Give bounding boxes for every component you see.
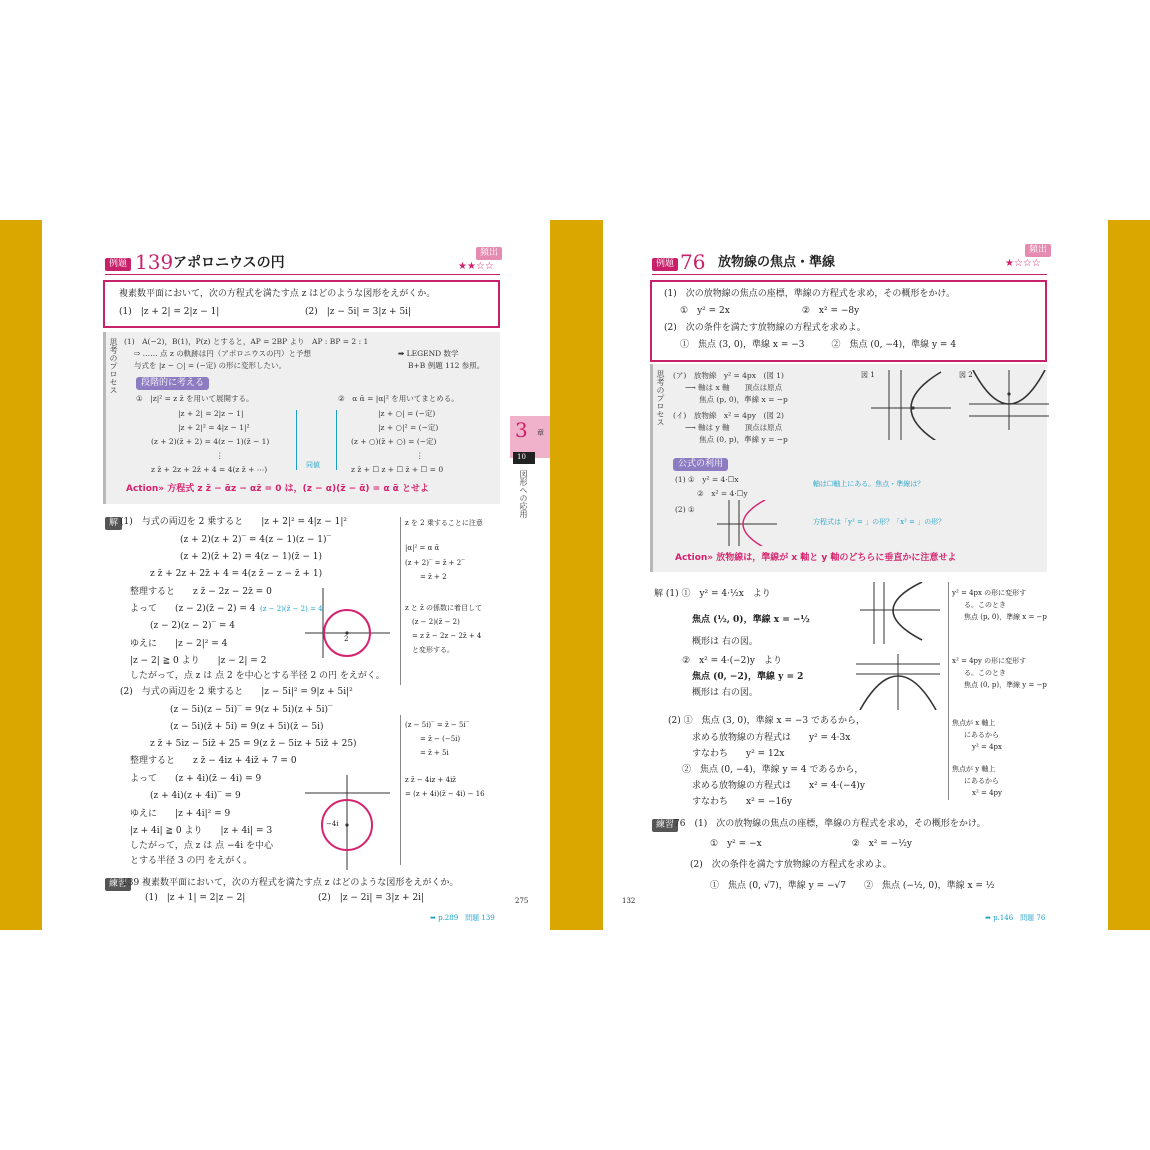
guide-r-4: (イ) 放物線 x² = 4py (図 2) — [673, 411, 784, 420]
note-rule-2 — [400, 715, 401, 865]
guide-r-5: ⟶ 軸は y 軸 頂点は原点 — [685, 423, 783, 432]
rsol-7: (2) ① 焦点 (3, 0)，準線 x = −3 であるから， — [668, 716, 865, 726]
sol2-line-9: |z + 4i| ≧ 0 より |z + 4i| = 3 — [130, 826, 273, 836]
hint-1: 軸は☐軸上にある。焦点・準線は？ — [813, 480, 925, 488]
example-title-right: 放物線の焦点・準線 — [718, 255, 836, 270]
sol1-note-2: |α|² = α ᾱ — [405, 544, 440, 552]
title-rule — [105, 274, 500, 275]
guide-panel-right — [650, 364, 1047, 572]
sol1-note-8: と変形する。 — [412, 646, 454, 654]
sol2-line-5: 整理すると z z̄ − 4iz + 4iz̄ + 7 = 0 — [130, 756, 297, 766]
sol2-line-11: とする半径 3 の円 をえがく。 — [130, 856, 253, 866]
sol1-note-6: (z − 2)(z̄ − 2) — [412, 618, 460, 626]
problem-box-right — [650, 280, 1047, 362]
sol2-line-8: ゆえに |z + 4i|² = 9 — [130, 809, 231, 819]
graph1-center-label: 2 — [344, 635, 349, 643]
rnote-4: x² = 4py の形に変形す — [952, 657, 1027, 665]
fig1-label: 図 1 — [861, 371, 875, 379]
sol2-line-1: (2) 与式の両辺を 2 乗すると |z − 5i|² = 9|z + 5i|² — [120, 687, 353, 697]
calc-right-1: |z + ○| = (−定) — [378, 409, 436, 418]
formula-3: (2) ① — [675, 505, 695, 514]
rnote-3: 焦点 (p, 0)，準線 x = −p — [964, 613, 1047, 621]
difficulty-stars-right: ★☆☆☆ — [1005, 258, 1041, 269]
formula-1: (1) ① y² = 4·☐x — [675, 475, 739, 484]
step-1: ① |z|² = z z̄ を用いて展開する。 — [136, 394, 254, 403]
sol1-note-7: = z z̄ − 2z − 2z̄ + 4 — [412, 632, 482, 640]
guide-line-3: 与式を |z − ○| = (−定) の形に変形したい。 — [134, 361, 287, 370]
example-number-right: 76 — [680, 250, 706, 274]
rnote-9: y² = 4px — [972, 743, 1002, 751]
sol2-note-3: = z̄ + 5i — [420, 749, 449, 757]
think-badge: 段階的に考える — [136, 377, 209, 390]
calc-left-2: |z + 2|² = 4|z − 1|² — [178, 423, 250, 432]
problem-1: (1) |z + 2| = 2|z − 1| — [119, 307, 220, 317]
formula-2: ② x² = 4·☐y — [697, 489, 748, 498]
sol2-line-10: したがって，点 z は 点 −4i を中心 — [130, 841, 274, 851]
gold-bar-left — [0, 220, 42, 930]
rsol-1: 解 (1) ① y² = 4·½x より — [654, 589, 771, 599]
difficulty-stars: ★★☆☆ — [458, 261, 494, 272]
sol2-line-2: (z − 5i)(z − 5i)‾ = 9(z + 5i)(z + 5i)‾ — [170, 705, 333, 715]
example-number: 139 — [135, 250, 174, 274]
chapter-number: 3 — [515, 418, 528, 442]
sol-graph-2 — [856, 654, 940, 710]
problem-line-1: (1) 次の放物線の焦点の座標，準線の方程式を求め，その概形をかけ。 — [664, 289, 956, 299]
rpractice-4: ① 焦点 (0, √7)，準線 y = −√7 ② 焦点 (−½, 0)，準線 x = ½ — [710, 881, 995, 891]
level-tag-right: 頻出 — [1025, 244, 1051, 257]
sol1-line-7: (z − 2)(z − 2)‾ = 4 — [150, 621, 235, 631]
example-label-right: 例題 — [652, 258, 678, 271]
rsol-8: 求める放物線の方程式は y² = 4·3x — [692, 733, 851, 743]
rsol-3: 概形は 右の図。 — [692, 637, 758, 647]
legend-ref: ➡ LEGEND 数学 — [398, 349, 459, 358]
rnote-12: x² = 4py — [972, 789, 1002, 797]
sol1-note-5: z と z̄ の係数に着目して — [405, 604, 483, 612]
sol1-note-3: (z + 2)‾ = z̄ + 2‾ — [405, 559, 465, 567]
sol1-highlight: (z − 2)(z̄ − 2) = 4 — [260, 605, 323, 613]
level-tag: 頻出 — [476, 247, 502, 260]
sol2-note-2: = z̄ − (−5i) — [420, 735, 461, 743]
sol1-line-4: z z̄ + 2z + 2z̄ + 4 = 4(z z̄ − z − z̄ + 1) — [150, 569, 323, 579]
guide-r-2: ⟶ 軸は x 軸 頂点は原点 — [685, 383, 783, 392]
sol1-line-8: ゆえに |z − 2|² = 4 — [130, 639, 228, 649]
rnote-11: にあるから — [964, 777, 999, 785]
action-line-right: Action» 放物線は，準線が x 軸と y 軸のどちらに垂直かに注意せよ — [675, 553, 957, 563]
problem-2: (2) |z − 5i| = 3|z + 5i| — [305, 307, 412, 317]
calc-right-4: ⋮ — [416, 451, 424, 460]
sol1-note-4: = z̄ + 2 — [420, 573, 447, 581]
sol2-note-5: = (z + 4i)(z̄ − 4i) − 16 — [405, 790, 485, 798]
rsol-4: ② x² = 4·(−2)y より — [682, 656, 782, 666]
formula-sketch — [717, 500, 777, 546]
sol2-line-4: z z̄ + 5iz − 5iz̄ + 25 = 9(z z̄ − 5iz + 5iz̄ + 25) — [150, 739, 357, 749]
example-label: 例題 — [105, 258, 131, 271]
example-title: アポロニウスの円 — [173, 255, 285, 271]
rsol-2: 焦点 (½, 0)，準線 x = −½ — [692, 615, 810, 625]
sol1-line-6: よって (z − 2)(z̄ − 2) = 4 — [130, 604, 256, 614]
rsol-5: 焦点 (0, −2)，準線 y = 2 — [692, 672, 804, 682]
rsol-11: 求める放物線の方程式は x² = 4·(−4)y — [692, 781, 865, 791]
guide-vertical-label-right: 思考のプロセス — [656, 370, 665, 426]
calc-right-3: (z + ○)(z̄ + ○) = (−定) — [351, 437, 437, 446]
sol1-line-1: (1) 与式の両辺を 2 乗すると |z + 2|² = 4|z − 1|² — [120, 517, 347, 527]
rnote-10: 焦点が y 軸上 — [952, 765, 996, 773]
title-rule-right — [652, 274, 1047, 275]
fig1-parabola — [871, 370, 951, 440]
formula-badge: 公式の利用 — [673, 458, 728, 471]
rsol-10: ② 焦点 (0, −4)，準線 y = 4 であるから， — [682, 765, 864, 775]
sol1-line-5: 整理すると z z̄ − 2z − 2z̄ = 0 — [130, 587, 272, 597]
rnote-6: 焦点 (0, p)，準線 y = −p — [964, 681, 1047, 689]
rnote-5: る。このとき — [964, 669, 1006, 677]
calc-left-5: z z̄ + 2z + 2z̄ + 4 = 4(z z̄ + ⋯) — [151, 465, 268, 474]
note-rule-right — [948, 582, 949, 800]
legend-ref-2: B+B 例題 112 参照。 — [408, 361, 485, 370]
guide-vertical-label: 思考のプロセス — [109, 338, 118, 394]
rnote-8: にあるから — [964, 731, 999, 739]
guide-line-2: ⇨ …… 点 z の軌跡は円（アポロニウスの円）と予想 — [134, 349, 312, 358]
fig2-label: 図 2 — [959, 371, 973, 379]
rnote-2: る。このとき — [964, 601, 1006, 609]
rpractice-1: 76 (1) 次の放物線の焦点の座標，準線の方程式を求め，その概形をかけ。 — [674, 819, 986, 829]
fig2-parabola — [969, 370, 1049, 430]
problem-intro: 複素数平面において，次の方程式を満たす点 z はどのような図形をえがくか。 — [119, 289, 436, 299]
sol2-note-4: z z̄ − 4iz + 4iz̄ — [405, 776, 456, 784]
rsol-12: すなわち x² = −16y — [692, 797, 793, 807]
problem-line-3: (2) 次の条件を満たす放物線の方程式を求めよ。 — [664, 323, 866, 333]
circle-graph-1 — [305, 588, 390, 658]
sol1-line-10: したがって，点 z は 点 2 を中心とする半径 2 の円 をえがく。 — [130, 671, 385, 681]
rsol-6: 概形は 右の図。 — [692, 688, 758, 698]
action-line: Action» 方程式 z z̄ − ᾱz − αz̄ = 0 は，(z − α)(z̄ − ᾱ) = α ᾱ とせよ — [126, 484, 429, 494]
calc-right-2: |z + ○|² = (−定) — [378, 423, 439, 432]
rpractice-3: (2) 次の条件を満たす放物線の方程式を求めよ。 — [690, 860, 892, 870]
problem-line-2: ① y² = 2x ② x² = −8y — [680, 306, 860, 316]
sol2-line-6: よって (z + 4i)(z̄ − 4i) = 9 — [130, 774, 262, 784]
sol1-note-1: z を 2 乗することに注意 — [405, 519, 483, 527]
problem-line-4: ① 焦点 (3, 0)，準線 x = −3 ② 焦点 (0, −4)，準線 y = 4 — [680, 340, 957, 350]
sol2-line-3: (z − 5i)(z̄ + 5i) = 9(z + 5i)(z̄ − 5i) — [170, 722, 324, 732]
section-title: 図形への応用 — [519, 470, 528, 518]
rnote-1: y² = 4px の形に変形す — [952, 589, 1027, 597]
guide-panel — [103, 332, 500, 504]
calc-bracket-right — [336, 410, 337, 470]
note-rule-1 — [400, 517, 401, 685]
solution-mark-1: 解 — [105, 517, 122, 530]
calc-bracket-left — [296, 410, 297, 470]
equivalence-label: 同値 — [306, 461, 320, 469]
gold-bar-right — [1108, 220, 1150, 930]
footer-ref-right: ➡ p.146 問題 76 — [985, 914, 1046, 922]
practice-1: (1) |z + 1| = 2|z − 2| — [145, 893, 246, 903]
step-2: ② α ᾱ = |α|² を用いてまとめる。 — [338, 394, 459, 403]
rpractice-2: ① y² = −x ② x² = −½y — [710, 839, 913, 849]
left-page-number: 275 — [515, 897, 529, 905]
footer-ref-left: ➡ p.289 問題 139 — [430, 914, 495, 922]
gold-bar-center — [550, 220, 603, 930]
circle-graph-2 — [305, 775, 390, 870]
hint-2: 方程式は「y² = 」の形？「x² = 」の形？ — [813, 518, 946, 526]
practice-text: 139 複素数平面において，次の方程式を満たす点 z はどのような図形をえがくか。 — [122, 878, 459, 888]
guide-r-3: 焦点 (p, 0)，準線 x = −p — [699, 395, 788, 404]
sol2-line-7: (z + 4i)(z + 4i)‾ = 9 — [150, 791, 241, 801]
practice-2: (2) |z − 2i| = 3|z + 2i| — [318, 893, 425, 903]
sol1-line-3: (z + 2)(z̄ + 2) = 4(z − 1)(z̄ − 1) — [180, 552, 323, 562]
sol1-line-2: (z + 2)(z + 2)‾ = 4(z − 1)(z − 1)‾ — [180, 535, 332, 545]
practice-label-right: 練習 — [652, 819, 678, 832]
calc-left-1: |z + 2| = 2|z − 1| — [178, 409, 244, 418]
problem-box — [103, 280, 500, 328]
practice-label: 練習 — [105, 878, 131, 891]
sol1-line-9: |z − 2| ≧ 0 より |z − 2| = 2 — [130, 656, 267, 666]
chapter-unit: 章 — [537, 429, 544, 437]
guide-r-6: 焦点 (0, p)，準線 y = −p — [699, 435, 788, 444]
calc-left-3: (z + 2)(z̄ + 2) = 4(z − 1)(z̄ − 1) — [151, 437, 270, 446]
calc-right-5: z z̄ + ☐ z + ☐ z̄ + ☐ = 0 — [351, 465, 444, 474]
graph2-center-label: −4i — [326, 820, 339, 828]
calc-left-4: ⋮ — [216, 451, 224, 460]
guide-line-1: (1) A(−2)，B(1)，P(z) とすると，AP = 2BP より AP : BP = 2 : 1 — [124, 337, 369, 346]
sol-graph-1 — [860, 582, 940, 644]
guide-r-1: (ア) 放物線 y² = 4px (図 1) — [673, 371, 784, 380]
section-number: 10 — [517, 453, 526, 461]
sol2-note-1: (z − 5i)‾ = z̄ − 5i‾ — [405, 721, 470, 729]
right-page-number: 132 — [622, 897, 636, 905]
rnote-7: 焦点が x 軸上 — [952, 719, 996, 727]
rsol-9: すなわち y² = 12x — [692, 749, 785, 759]
